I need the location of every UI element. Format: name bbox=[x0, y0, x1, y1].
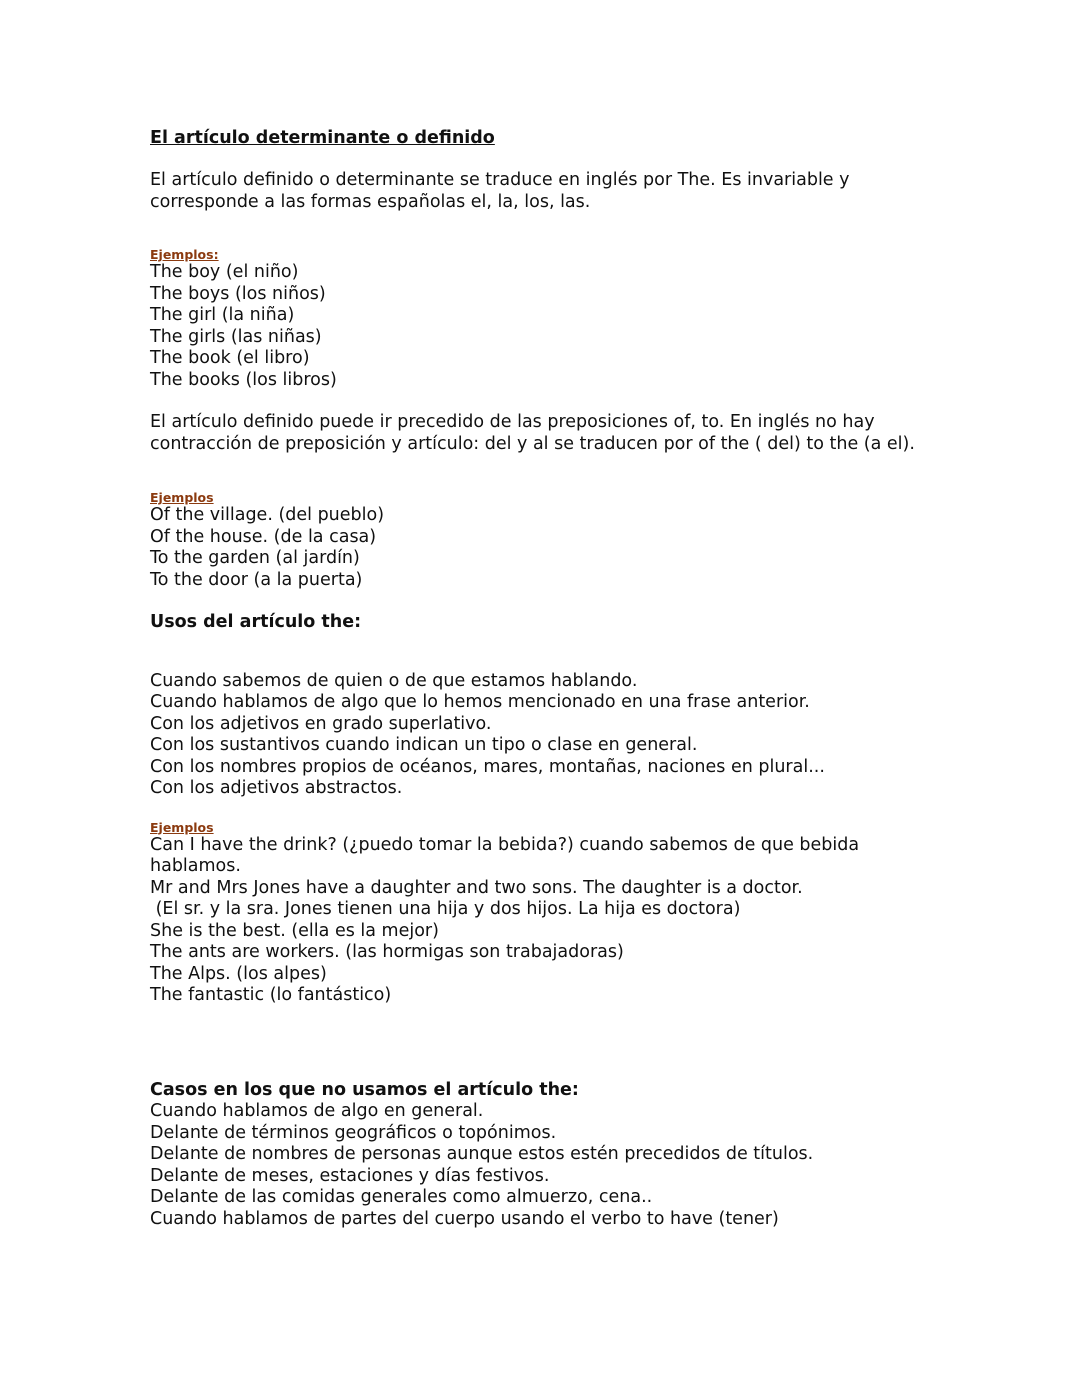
example-item: The books (los libros) bbox=[150, 369, 337, 390]
example-item: The boys (los niños) bbox=[150, 283, 326, 304]
example-item: The girls (las niñas) bbox=[150, 326, 322, 347]
examples-label-2: Ejemplos bbox=[150, 490, 214, 505]
list-item: Con los sustantivos cuando indican un tipo o clase en general. bbox=[150, 735, 698, 755]
list-item: Cuando sabemos de quien o de que estamos hablando. bbox=[150, 670, 638, 691]
example-item: The Alps. (los alpes) bbox=[150, 963, 327, 984]
prepositions-paragraph: El artículo definido puede ir precedido de las preposiciones of, to. En inglés no hay contracción de preposición y artículo: del y al se traducen por of the ( del) to the (a el). bbox=[150, 412, 915, 454]
list-item: Cuando hablamos de partes del cuerpo usando el verbo to have (tener) bbox=[150, 1208, 779, 1229]
uses-heading: Usos del artículo the: bbox=[150, 612, 362, 632]
example-item: The ants are workers. (las hormigas son trabajadoras) bbox=[150, 942, 624, 962]
example-item: She is the best. (ella es la mejor) bbox=[150, 920, 439, 941]
document-page bbox=[150, 126, 920, 1230]
example-item: The boy (el niño) bbox=[150, 262, 299, 282]
intro-paragraph: El artículo definido o determinante se traduce en inglés por The. Es invariable y corresponde a las formas españolas el, la, los, las. bbox=[150, 170, 850, 212]
page-title: El artículo determinante o definido bbox=[150, 128, 495, 148]
list-item: Delante de términos geográficos o topónimos. bbox=[150, 1122, 557, 1143]
no-uses-heading: Casos en los que no usamos el artículo the: bbox=[150, 1079, 579, 1100]
example-item: Can I have the drink? (¿puedo tomar la bebida?) cuando sabemos de que bebida bbox=[150, 834, 860, 855]
list-item: Delante de las comidas generales como almuerzo, cena.. bbox=[150, 1187, 653, 1207]
example-item: Mr and Mrs Jones have a daughter and two sons. The daughter is a doctor. bbox=[150, 877, 803, 898]
examples-list-1 bbox=[150, 262, 920, 391]
list-item: Con los adjetivos abstractos. bbox=[150, 778, 403, 798]
example-item: The fantastic (lo fantástico) bbox=[150, 985, 392, 1005]
example-item: Of the village. (del pueblo) bbox=[150, 505, 385, 525]
example-item: The book (el libro) bbox=[150, 348, 310, 368]
examples-list-3 bbox=[150, 835, 920, 1007]
example-item: hablamos. bbox=[150, 856, 241, 876]
examples-label-1: Ejemplos: bbox=[150, 247, 219, 262]
uses-list bbox=[150, 671, 920, 800]
no-uses-list bbox=[150, 1101, 920, 1230]
list-item: Cuando hablamos de algo en general. bbox=[150, 1101, 484, 1121]
list-item: Cuando hablamos de algo que lo hemos mencionado en una frase anterior. bbox=[150, 692, 810, 712]
list-item: Con los nombres propios de océanos, mares, montañas, naciones en plural... bbox=[150, 756, 825, 777]
example-item: To the garden (al jardín) bbox=[150, 548, 360, 568]
examples-list-2 bbox=[150, 505, 920, 591]
example-item: (El sr. y la sra. Jones tienen una hija y dos hijos. La hija es doctora) bbox=[150, 899, 741, 919]
example-item: To the door (a la puerta) bbox=[150, 569, 363, 590]
list-item: Con los adjetivos en grado superlativo. bbox=[150, 713, 492, 734]
example-item: The girl (la niña) bbox=[150, 305, 295, 325]
list-item: Delante de nombres de personas aunque estos estén precedidos de títulos. bbox=[150, 1144, 814, 1164]
examples-label-3: Ejemplos bbox=[150, 819, 214, 835]
list-item: Delante de meses, estaciones y días festivos. bbox=[150, 1165, 550, 1186]
example-item: Of the house. (de la casa) bbox=[150, 526, 377, 547]
